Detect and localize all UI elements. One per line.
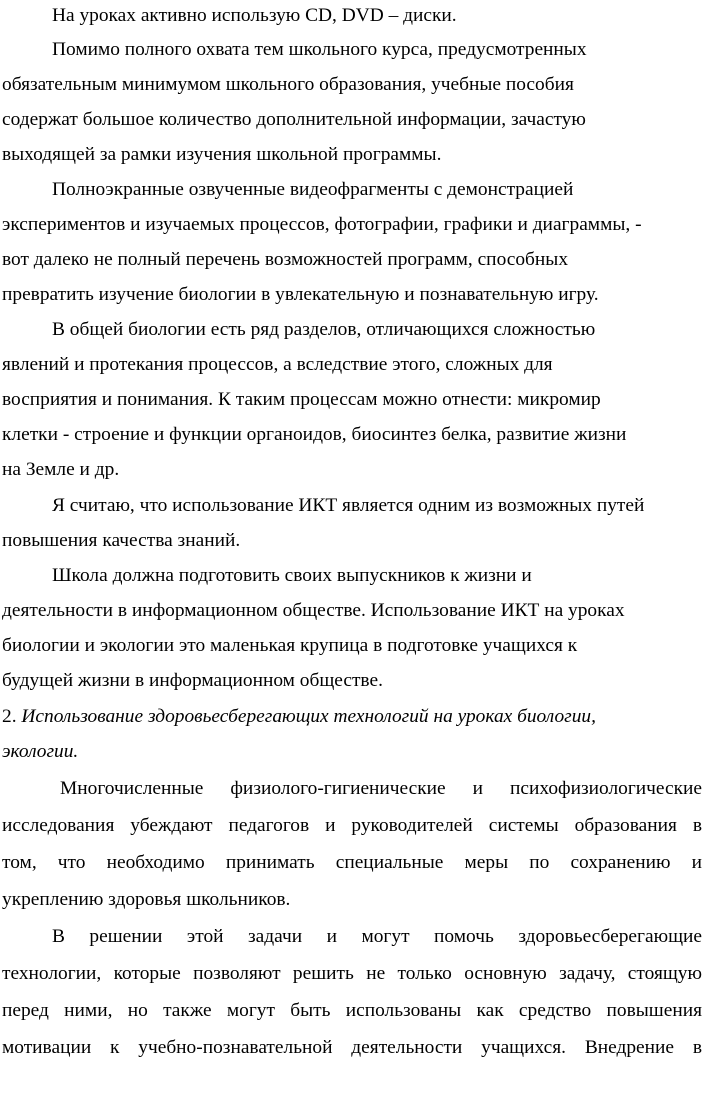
paragraph-line: клетки - строение и функции органоидов, биосинтез белка, развитие жизни	[2, 424, 627, 445]
paragraph-line: биологии и экологии это маленькая крупица в подготовке учащихся к	[2, 635, 578, 656]
paragraph-line: явлений и протекания процессов, а вследствие этого, сложных для	[2, 354, 553, 375]
paragraph-line: Я считаю, что использование ИКТ является одним из возможных путей	[52, 495, 645, 516]
section-title: Использование здоровьесберегающих технологий на уроках биологии,	[21, 706, 596, 727]
paragraph-line: повышения качества знаний.	[2, 530, 241, 551]
paragraph-line: экспериментов и изучаемых процессов, фотографии, графики и диаграммы, -	[2, 214, 642, 235]
paragraph-line: исследования убеждают педагогов и руководителей системы образования в	[2, 815, 702, 836]
paragraph-line: деятельности в информационном обществе. Использование ИКТ на уроках	[2, 600, 625, 621]
paragraph-line: вот далеко не полный перечень возможностей программ, способных	[2, 249, 569, 270]
paragraph-line: укреплению здоровья школьников.	[2, 889, 291, 910]
paragraph-line: будущей жизни в информационном обществе.	[2, 670, 383, 691]
paragraph-line: В решении этой задачи и могут помочь здоровьесберегающие	[52, 926, 702, 947]
section-heading-cont: экологии.	[2, 741, 79, 762]
paragraph-line: Полноэкранные озвученные видеофрагменты с демонстрацией	[52, 179, 574, 200]
paragraph-line: на Земле и др.	[2, 459, 120, 480]
paragraph-line: Многочисленные физиолого-гигиенические и психофизиологические	[60, 778, 702, 799]
paragraph-line: В общей биологии есть ряд разделов, отличающихся сложностью	[52, 319, 596, 340]
paragraph-line: На уроках активно использую CD, DVD – диски.	[52, 5, 457, 26]
paragraph-line: перед ними, но также могут быть использованы как средство повышения	[2, 1000, 702, 1021]
paragraph-line: Школа должна подготовить своих выпускников к жизни и	[52, 565, 532, 586]
paragraph-line: содержат большое количество дополнительной информации, зачастую	[2, 109, 586, 130]
paragraph-line: превратить изучение биологии в увлекательную и познавательную игру.	[2, 284, 599, 305]
section-heading	[2, 705, 702, 729]
paragraph-line: восприятия и понимания. К таким процессам можно отнести: микромир	[2, 389, 601, 410]
paragraph-line: выходящей за рамки изучения школьной программы.	[2, 144, 442, 165]
paragraph-line: мотивации к учебно-познавательной деятельности учащихся. Внедрение в	[2, 1037, 702, 1058]
section-number: 2.	[2, 706, 17, 727]
paragraph-line: технологии, которые позволяют решить не только основную задачу, стоящую	[2, 963, 702, 984]
paragraph-line: обязательным минимумом школьного образования, учебные пособия	[2, 74, 574, 95]
paragraph-line: Помимо полного охвата тем школьного курса, предусмотренных	[52, 39, 587, 60]
paragraph-line: том, что необходимо принимать специальные меры по сохранению и	[2, 852, 702, 873]
